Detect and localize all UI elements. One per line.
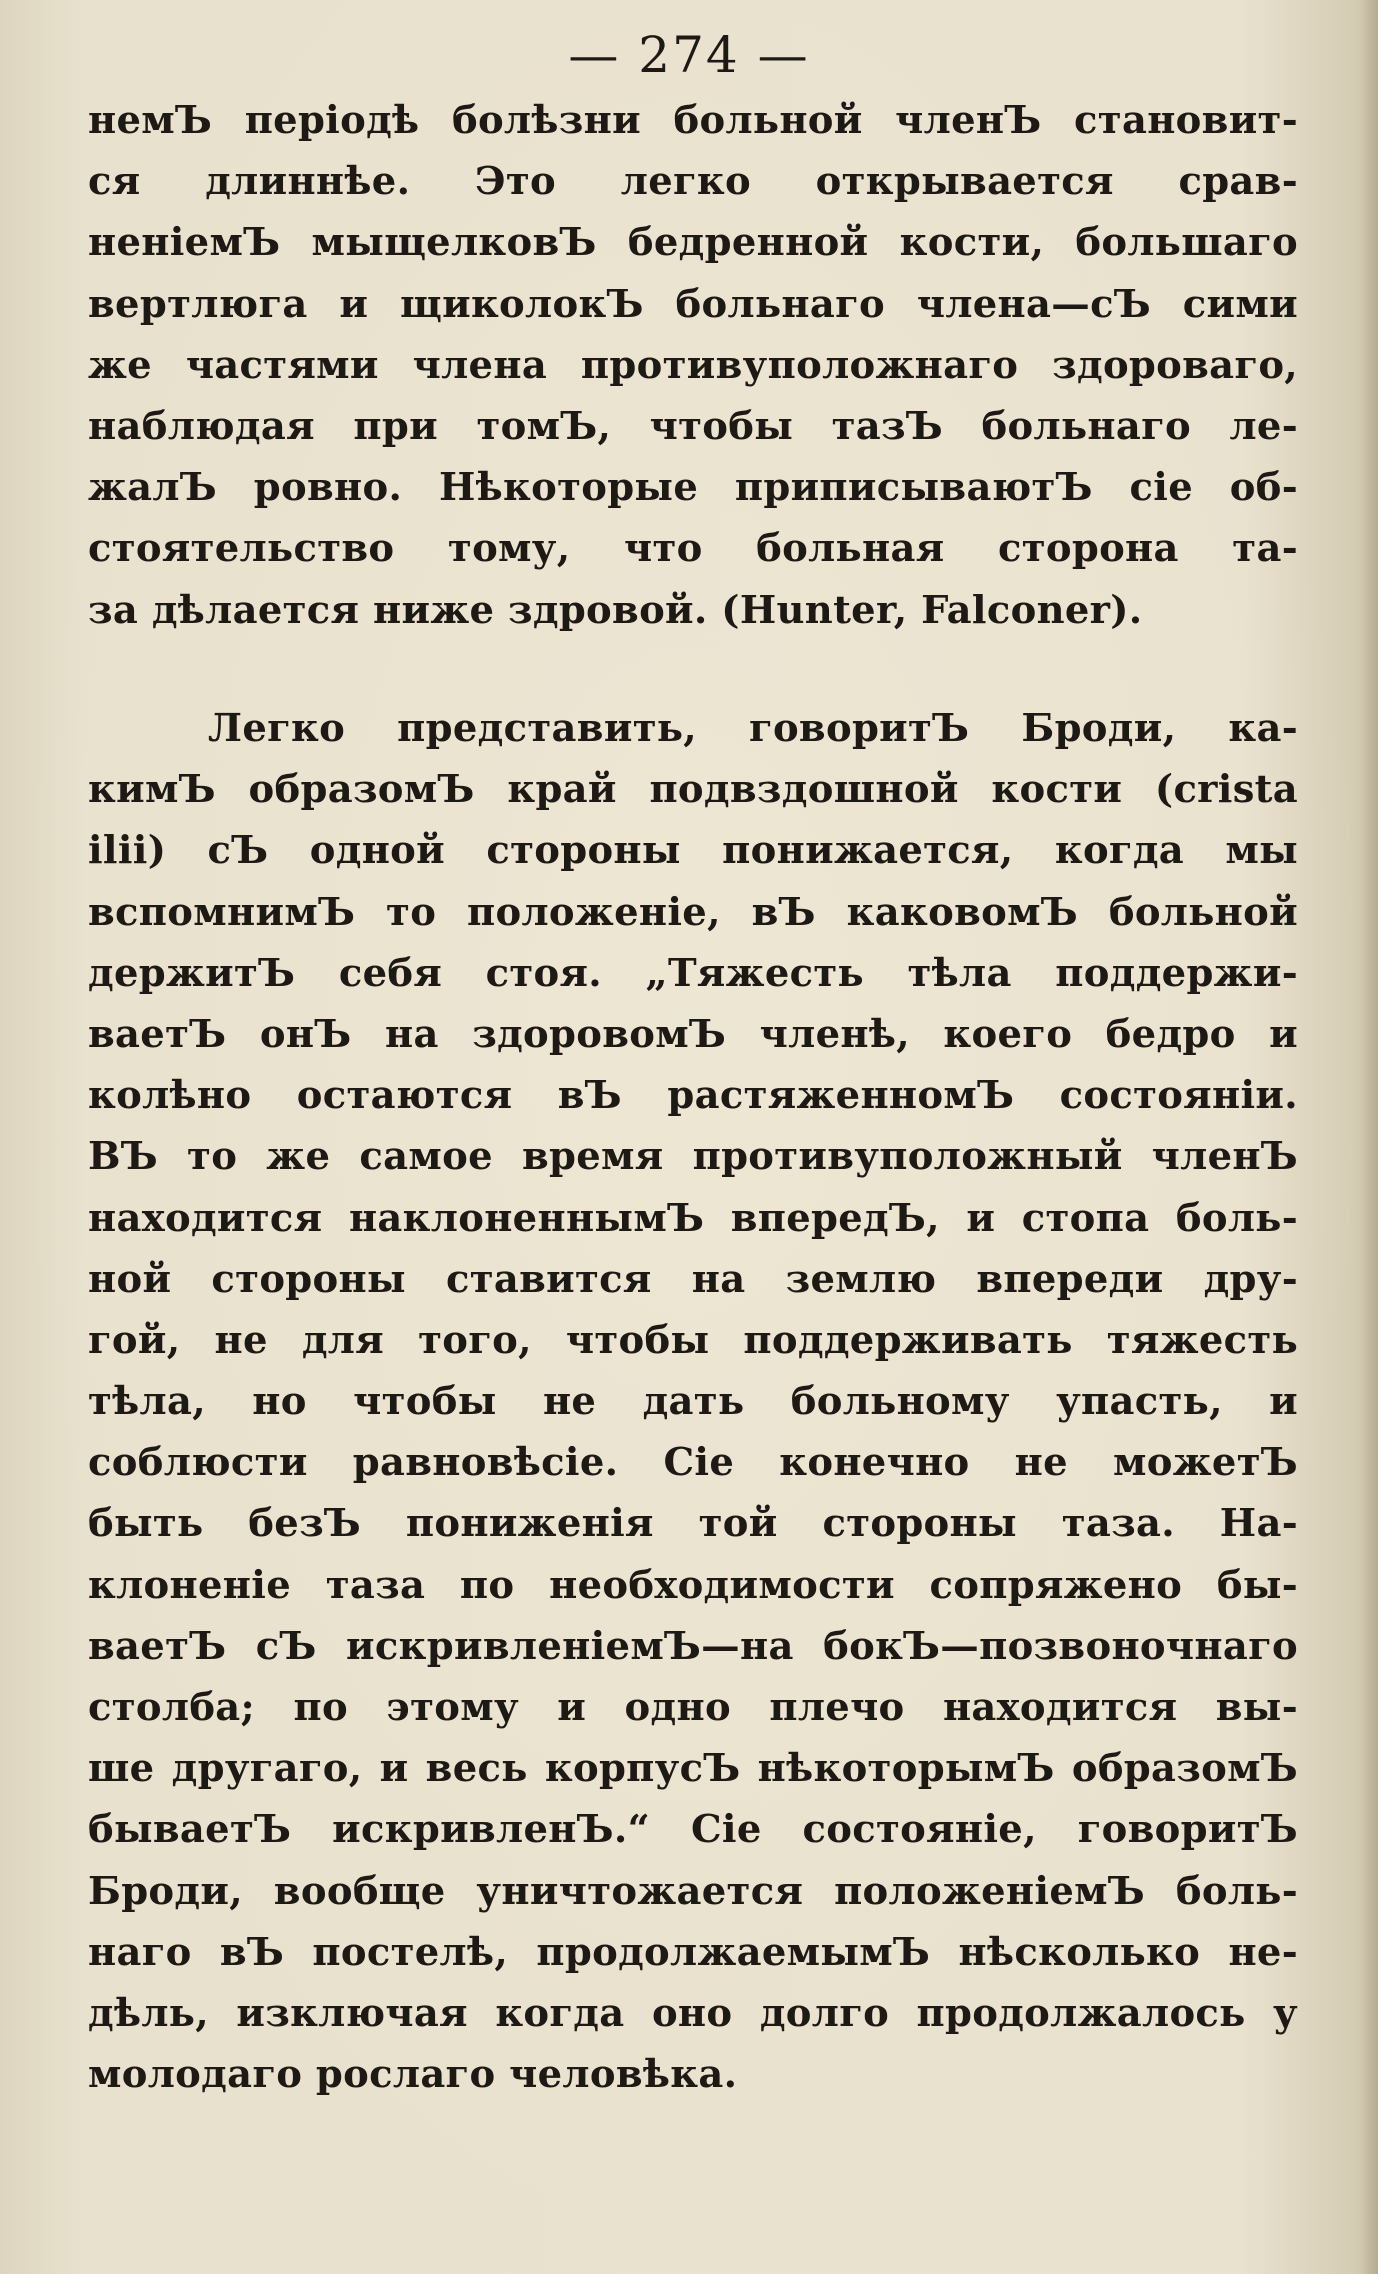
text-line: молодаго рослаго человѣка. [88, 2052, 738, 2098]
text-line: ной стороны ставится на землю впереди дру- [88, 1256, 1298, 1302]
text-line: вертлюга и щиколокЪ больнаго члена—сЪ сими [88, 281, 1298, 327]
paragraph-2 [88, 698, 1298, 2105]
text-line: Легко представить, говоритЪ Броди, ка- [208, 706, 1298, 751]
text-line: ilii) сЪ одной стороны понижается, когда мы [88, 828, 1298, 874]
text-line: гой, не для того, чтобы поддерживать тяжесть [88, 1317, 1298, 1363]
text-line: вспомнимЪ то положеніе, вЪ каковомЪ больной [88, 889, 1298, 935]
text-line: стоятельство тому, что больная сторона та- [88, 526, 1298, 572]
text-line: ваетЪ онЪ на здоровомЪ членѣ, коего бедро и [88, 1011, 1298, 1057]
text-line: ваетЪ сЪ искривленіемЪ—на бокЪ—позвоночнаго [88, 1623, 1298, 1669]
text-line: наго вЪ постелѣ, продолжаемымЪ нѣсколько не- [88, 1929, 1298, 1975]
page-edge-shadow [1360, 0, 1378, 2274]
text-line: колѣно остаются вЪ растяженномЪ состояніи. [88, 1073, 1298, 1119]
text-line: бываетЪ искривленЪ.“ Сіе состояніе, говоритЪ [88, 1807, 1298, 1853]
text-line: тѣла, но чтобы не дать больному упасть, и [88, 1379, 1298, 1425]
text-line: наблюдая при томЪ, чтобы тазЪ больнаго ле- [88, 403, 1298, 449]
paragraph-1 [88, 90, 1298, 641]
text-line: немЪ періодѣ болѣзни больной членЪ становит- [88, 98, 1298, 143]
text-line: держитЪ себя стоя. „Тяжесть тѣла поддержи- [88, 950, 1298, 996]
text-line: неніемЪ мыщелковЪ бедренной кости, большаго [88, 220, 1298, 266]
text-line: ВЪ то же самое время противуположный членЪ [88, 1134, 1298, 1180]
text-line: быть безЪ пониженія той стороны таза. На- [88, 1501, 1298, 1547]
text-line: находится наклоненнымЪ впередЪ, и стопа боль- [88, 1195, 1298, 1241]
text-line: кимЪ образомЪ край подвздошной кости (crista [88, 767, 1298, 813]
text-line: дѣль, изключая когда оно долго продолжалось у [88, 1990, 1298, 2036]
page-number: — 274 — [568, 26, 810, 84]
text-line: ше другаго, и весь корпусЪ нѣкоторымЪ образомЪ [88, 1746, 1298, 1792]
text-line: клоненіе таза по необходимости сопряжено бы- [88, 1562, 1298, 1608]
text-line: за дѣлается ниже здровой. (Hunter, Falconer). [88, 587, 1143, 633]
text-line: ся длиннѣе. Это легко открывается срав- [88, 159, 1298, 205]
text-line: же частями члена противуположнаго здороваго, [88, 342, 1298, 388]
text-line: Броди, вообще уничтожается положеніемЪ боль- [88, 1868, 1298, 1914]
text-line: жалЪ ровно. Нѣкоторые приписываютЪ сіе об- [88, 465, 1298, 511]
text-line: столба; по этому и одно плечо находится вы- [88, 1685, 1298, 1730]
text-line: соблюсти равновѣсіе. Сіе конечно не можетЪ [88, 1440, 1298, 1486]
